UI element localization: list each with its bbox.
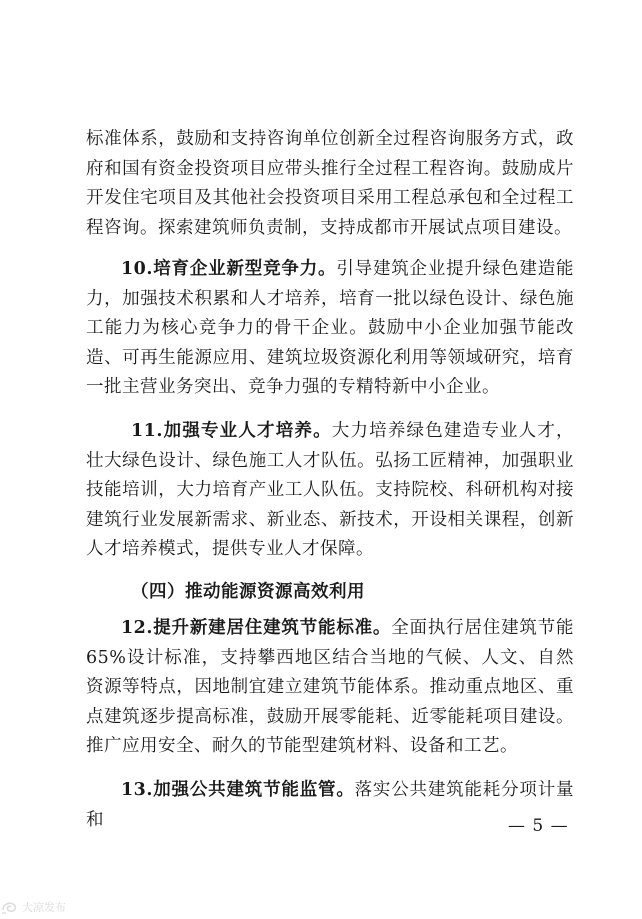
item-12-title: 12.提升新建居住建筑节能标准。: [121, 618, 392, 638]
paragraph-continuation: 标准体系，鼓励和支持咨询单位创新全过程咨询服务方式，政府和国有资金投资项目应带头推行全过程工程咨询。鼓励成片开发住宅项目及其他社会投资项目采用工程总承包和全过程工程咨询。探索建筑师负责制，支持成都市开展试点项目建设。: [86, 129, 574, 238]
watermark: [0, 896, 66, 918]
item-13-body: 落实公共建筑能耗分项计量和: [86, 780, 574, 830]
paragraph-item-10: [86, 255, 574, 403]
item-10-title: 10.培育企业新型竞争力。: [121, 259, 337, 279]
paragraph-item-11: [86, 417, 574, 565]
paragraph-item-13: [86, 776, 574, 835]
item-11-body: 大力培养绿色建造专业人才，壮大绿色设计、绿色施工人才队伍。弘扬工匠精神，加强职业技能培训，大力培育产业工人队伍。支持院校、科研机构对接建筑行业发展新需求、新业态、新技术，开设相关课程，创新人才培养模式，提供专业人才保障。: [86, 421, 575, 560]
watermark-text: 大凉发布: [22, 901, 66, 914]
item-11-title: 11.加强专业人才培养。: [131, 421, 332, 441]
item-12-body: 全面执行居住建筑节能 65%设计标准，支持攀西地区结合当地的气候、人文、自然资源等特点，因地制宜建立建筑节能体系。推动重点地区、重点建筑逐步提高标准，鼓励开展零能耗、近零能耗项目建设。推广应用安全、耐久的节能型建筑材料、设备和工艺。: [86, 618, 574, 757]
paragraph-item-12: [86, 614, 574, 762]
item-13-title: 13.加强公共建筑节能监管。: [121, 780, 355, 800]
section-4-heading: （四）推动能源资源高效利用: [131, 582, 365, 602]
item-10-body: 引导建筑企业提升绿色建造能力，加强技术积累和人才培养，培育一批以绿色设计、绿色施工能力为核心竞争力的骨干企业。鼓励中小企业加强节能改造、可再生能源应用、建筑垃圾资源化利用等领域研究，培育一批主营业务突出、竞争力强的专精特新中小企业。: [86, 259, 575, 398]
page-number: — 5 —: [508, 816, 569, 836]
swirl-logo-icon: [0, 898, 20, 916]
